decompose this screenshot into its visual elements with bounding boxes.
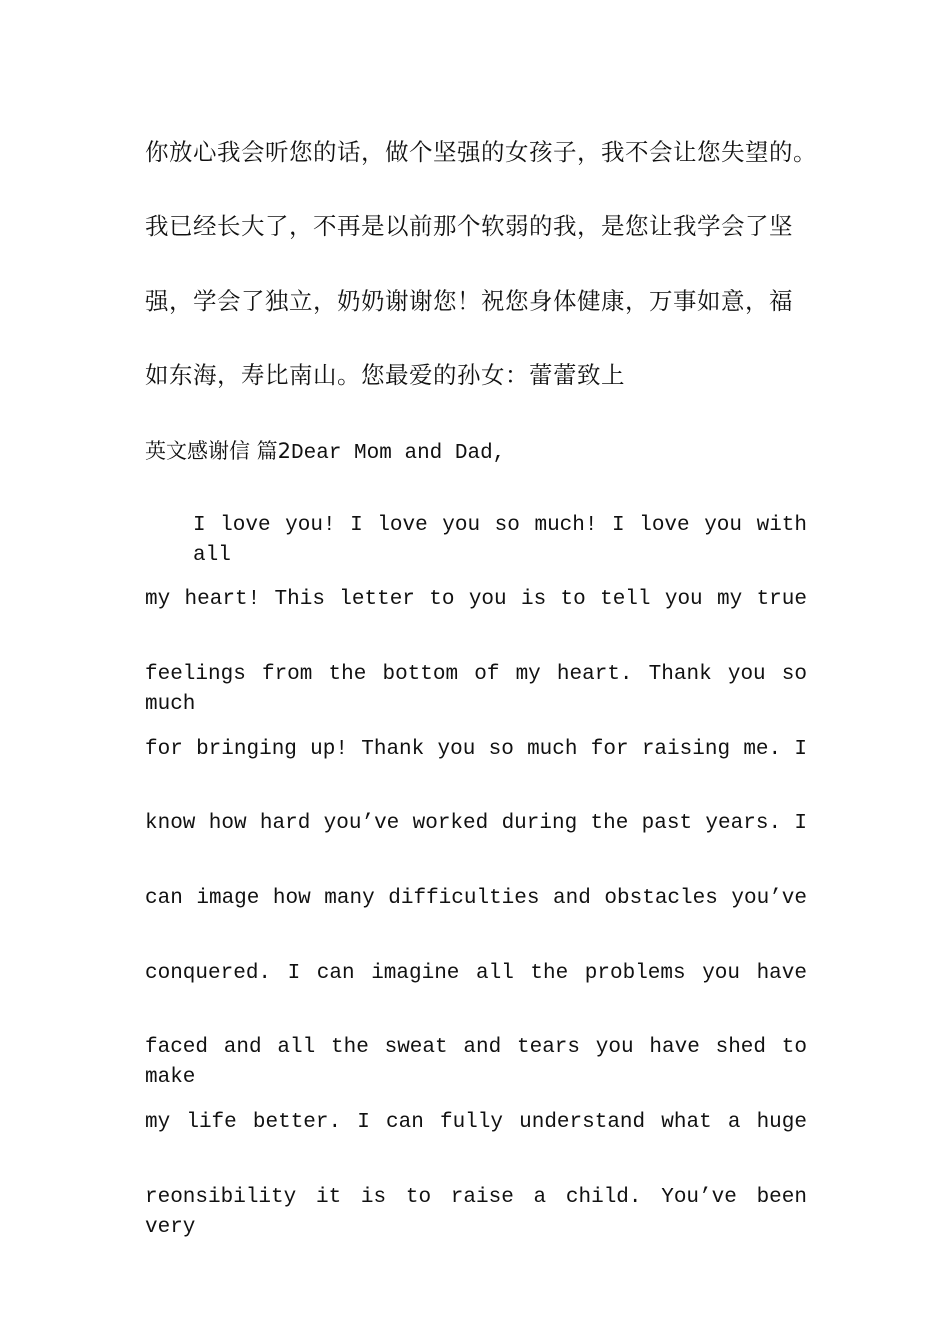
paragraph-line-en-10: reonsibility it is to raise a child. You’ve been very: [145, 1186, 807, 1239]
paragraph-line-en-7: conquered. I can imagine all the problems you have: [145, 962, 807, 985]
paragraph-line-cn-3: 强，学会了独立，奶奶谢谢您！祝您身体健康，万事如意，福: [145, 287, 793, 315]
paragraph-line-en-2: my heart! This letter to you is to tell you my true: [145, 588, 807, 611]
paragraph-line-cn-1: 你放心我会听您的话，做个坚强的女孩子，我不会让您失望的。: [145, 138, 817, 166]
paragraph-line-en-3: feelings from the bottom of my heart. Thank you so much: [145, 663, 807, 716]
paragraph-line-en-6: can image how many difficulties and obstacles you’ve: [145, 887, 807, 910]
paragraph-line-cn-2: 我已经长大了，不再是以前那个软弱的我，是您让我学会了坚: [145, 212, 793, 240]
paragraph-line-cn-4: 如东海，寿比南山。您最爱的孙女：蕾蕾致上: [145, 361, 625, 389]
paragraph-line-en-8: faced and all the sweat and tears you have shed to make: [145, 1036, 807, 1089]
paragraph-line-en-4: for bringing up! Thank you so much for raising me. I: [145, 738, 807, 761]
section-heading: [145, 436, 505, 466]
paragraph-line-en-1: I love you! I love you so much! I love you with all: [193, 514, 807, 567]
letter-salutation: Dear Mom and Dad,: [291, 442, 506, 465]
paragraph-line-en-5: know how hard you’ve worked during the past years. I: [145, 812, 807, 835]
section-title: 英文感谢信 篇2: [145, 439, 292, 463]
paragraph-line-en-9: my life better. I can fully understand what a huge: [145, 1111, 807, 1134]
